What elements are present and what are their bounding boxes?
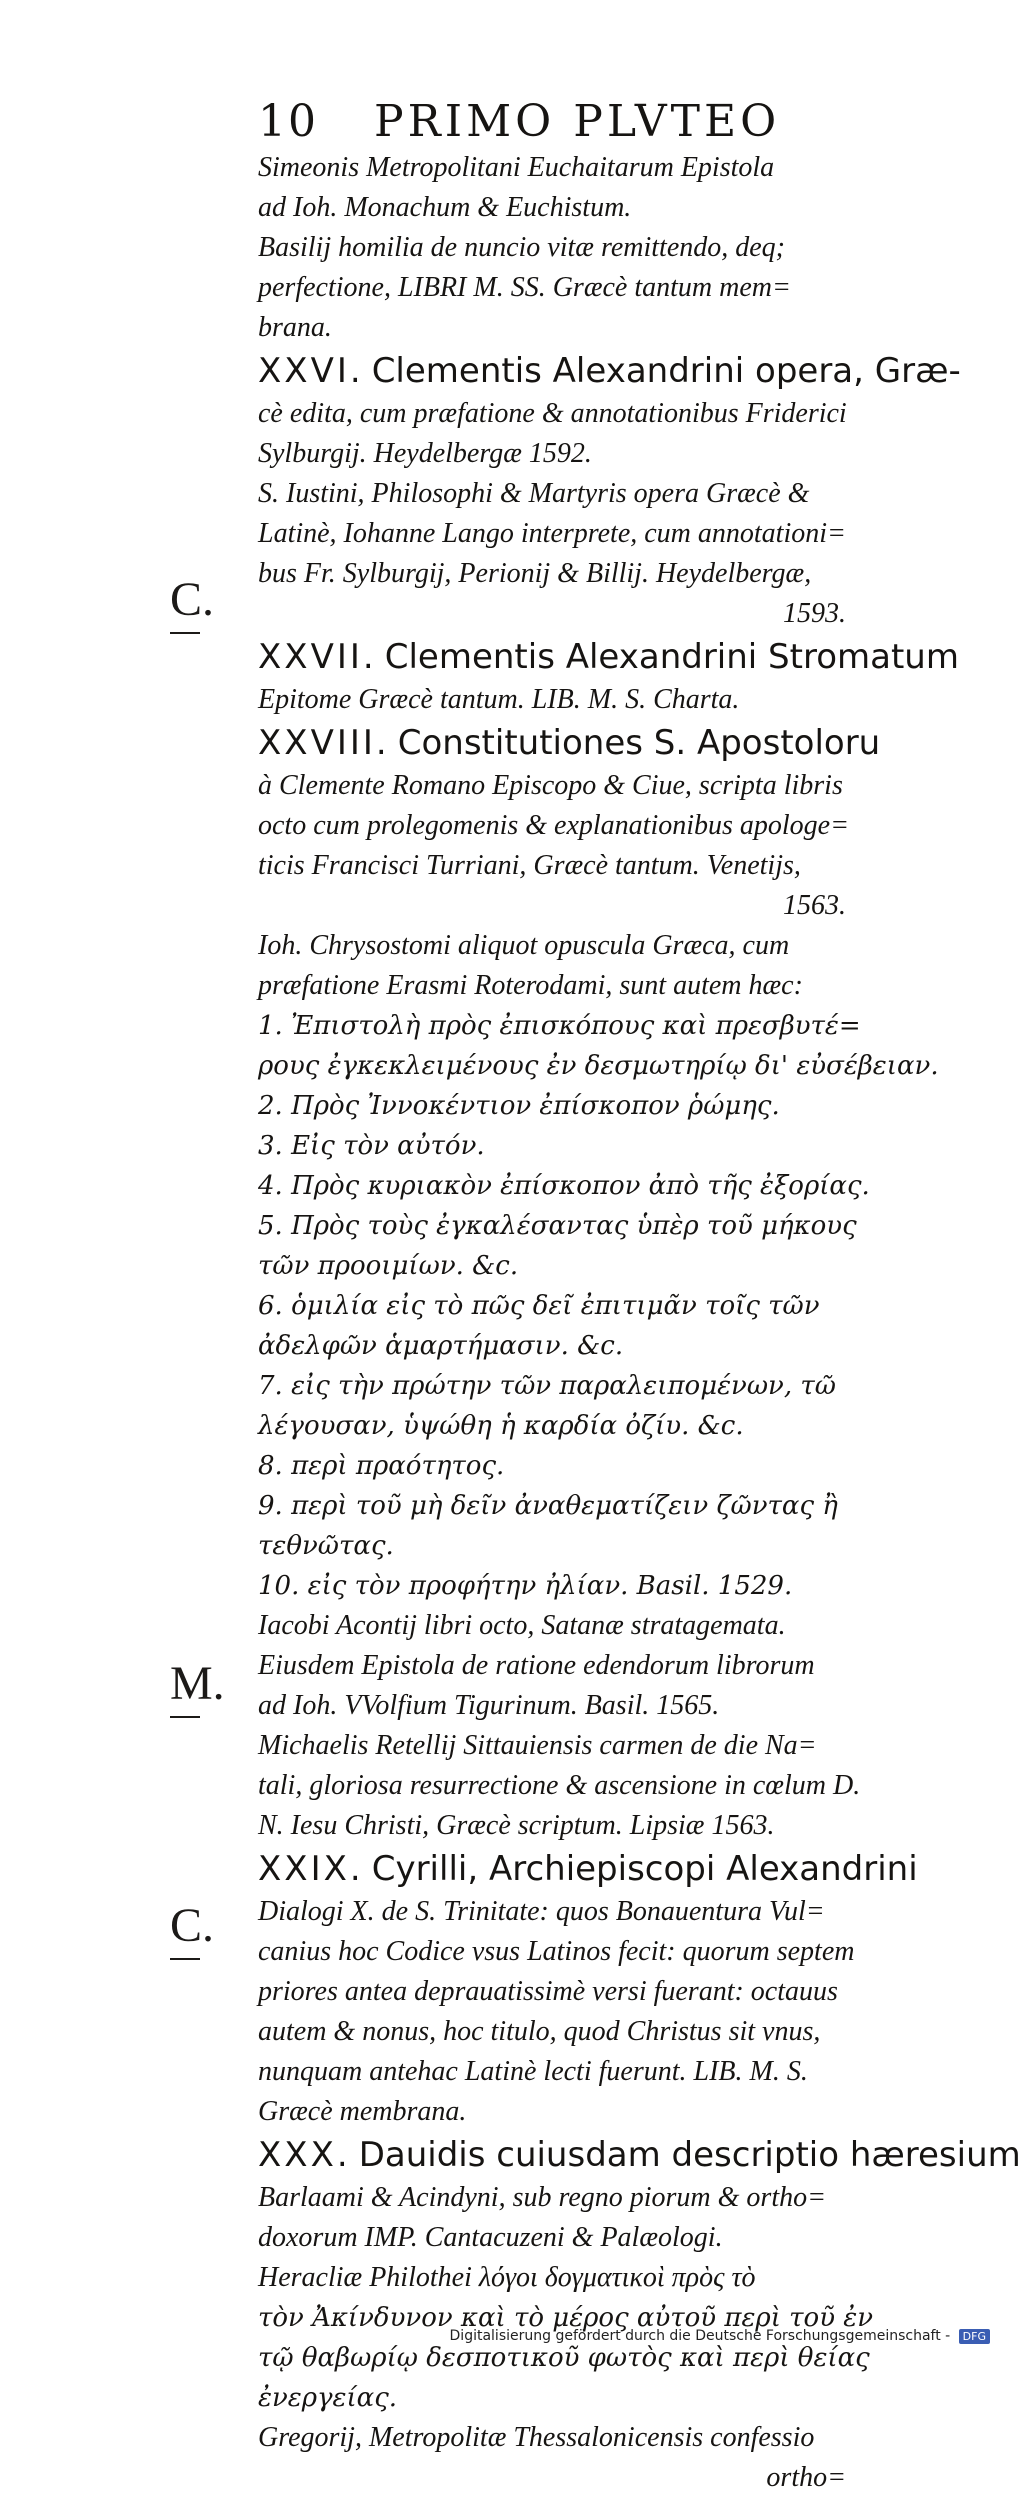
text-line: Iacobi Acontij libri octo, Satanæ stratagemata. — [258, 1610, 786, 1641]
text-line: ortho= — [766, 2462, 846, 2493]
margin-note-c-1: C. — [170, 576, 214, 634]
text-line: 1563. — [783, 890, 846, 921]
greek-text-line: τῷ θαβωρίῳ δεσποτικοῦ φωτὸς καὶ περὶ θείας — [258, 2343, 870, 2373]
entry-heading — [258, 634, 959, 680]
greek-text-line: 9. περὶ τοῦ μὴ δεῖν ἀναθεματίζειν ζῶντας ἢ — [258, 1491, 838, 1521]
greek-text-line: 10. εἰς τὸν προφήτην ἠλίαν. Basil. 1529. — [258, 1571, 793, 1601]
text-line: brana. — [258, 312, 332, 343]
text-line: Latinè, Iohanne Lango interprete, cum annotationi= — [258, 518, 846, 549]
text-line: autem & nonus, hoc titulo, quod Christus sit vnus, — [258, 2016, 821, 2047]
entry-heading — [258, 348, 961, 394]
text-line: Simeonis Metropolitani Euchaitarum Epistola — [258, 152, 775, 183]
entry-number: XXVI. — [258, 351, 364, 391]
greek-text-line: τῶν προοιμίων. &c. — [258, 1251, 519, 1281]
text-line: Barlaami & Acindyni, sub regno piorum & ortho= — [258, 2182, 826, 2213]
entry-title: Constitutiones S. Apostoloru — [397, 723, 881, 763]
dfg-logo: DFG — [959, 2329, 990, 2344]
margin-note-m: M. — [170, 1660, 225, 1718]
greek-text-line: ἀδελφῶν ἁμαρτήμασιν. &c. — [258, 1331, 624, 1361]
text-line: Sylburgij. Heydelbergæ 1592. — [258, 438, 592, 469]
text-line: Michaelis Retellij Sittauiensis carmen de die Na= — [258, 1730, 817, 1761]
entry-title: Cyrilli, Archiepiscopi Alexandrini — [371, 1849, 918, 1889]
entry-title: Dauidis cuiusdam descriptio hæresium — [358, 2135, 1021, 2175]
text-line: Ioh. Chrysostomi aliquot opuscula Græca, cum — [258, 930, 790, 961]
entry-heading — [258, 720, 881, 766]
text-line: perfectione, LIBRI M. SS. Græcè tantum mem= — [258, 272, 791, 303]
text-line: tali, gloriosa resurrectione & ascensione in cœlum D. — [258, 1770, 861, 1801]
greek-text-line: 7. εἰς τὴν πρώτην τῶν παραλειπομένων, τῶ — [258, 1371, 836, 1401]
text-line: nunquam antehac Latinè lecti fuerunt. LIB. M. S. — [258, 2056, 808, 2087]
text-line: ad Ioh. VVolfium Tigurinum. Basil. 1565. — [258, 1690, 720, 1721]
entry-heading — [258, 1846, 918, 1892]
page-number: 10 — [258, 96, 318, 147]
text-line: ad Ioh. Monachum & Euchistum. — [258, 192, 632, 223]
text-line: doxorum IMP. Cantacuzeni & Palæologi. — [258, 2222, 723, 2253]
text-line: priores antea deprauatissimè versi fuerant: octauus — [258, 1976, 838, 2007]
text-line: Heracliæ Philothei λόγοι δογματικοὶ πρὸς τὸ — [258, 2262, 756, 2293]
entry-title: Clementis Alexandrini Stromatum — [384, 637, 959, 677]
greek-text-line: ἐνεργείας. — [258, 2383, 398, 2413]
margin-dash — [170, 1958, 200, 1960]
text-line: Epitome Græcè tantum. LIB. M. S. Charta. — [258, 684, 740, 715]
margin-dash — [170, 1716, 200, 1718]
page-header — [258, 96, 858, 147]
greek-text-line: 6. ὁμιλία εἰς τὸ πῶς δεῖ ἐπιτιμᾶν τοῖς τῶν — [258, 1291, 820, 1321]
margin-note-c-2: C. — [170, 1902, 214, 1960]
greek-text-line: ρους ἐγκεκλειμένους ἐν δεσμωτηρίῳ δι' εὐσέβειαν. — [258, 1051, 939, 1081]
margin-dash — [170, 632, 200, 634]
greek-text-line: 2. Πρὸς Ἰννοκέντιον ἐπίσκοπον ῥώμης. — [258, 1091, 780, 1121]
greek-text-line: 3. Εἰς τὸν αὐτόν. — [258, 1131, 485, 1161]
text-line: Eiusdem Epistola de ratione edendorum librorum — [258, 1650, 815, 1681]
greek-text-line: τεθνῶτας. — [258, 1531, 394, 1561]
text-line: Dialogi X. de S. Trinitate: quos Bonauentura Vul= — [258, 1896, 825, 1927]
text-line: ticis Francisci Turriani, Græcè tantum. Venetijs, — [258, 850, 801, 881]
entry-number: XXVIII. — [258, 723, 390, 763]
greek-text-line: 1. Ἐπιστολὴ πρὸς ἐπισκόπους καὶ πρεσβυτέ= — [258, 1011, 861, 1041]
running-title: PRIMO PLVTEO — [374, 96, 781, 147]
entry-title: Clementis Alexandrini opera, Græ- — [371, 351, 961, 391]
text-line: Græcè membrana. — [258, 2096, 467, 2127]
text-line: Gregorij, Metropolitæ Thessalonicensis confessio — [258, 2422, 815, 2453]
digitization-footer — [450, 2328, 990, 2344]
text-line: octo cum prolegomenis & explanationibus apologe= — [258, 810, 849, 841]
greek-text-line: 4. Πρὸς κυριακὸν ἐπίσκοπον ἀπὸ τῆς ἐξορίας. — [258, 1171, 870, 1201]
text-line: cè edita, cum præfatione & annotationibus Friderici — [258, 398, 847, 429]
text-line: 1593. — [783, 598, 846, 629]
footer-text: Digitalisierung gefördert durch die Deutsche Forschungsgemeinschaft - — [449, 2328, 951, 2344]
text-line: bus Fr. Sylburgij, Perionij & Billij. Heydelbergæ, — [258, 558, 812, 589]
text-line: Basilij homilia de nuncio vitæ remittendo, deq; — [258, 232, 785, 263]
entry-number: XXIX. — [258, 1849, 364, 1889]
greek-text-line: 8. περὶ πραότητος. — [258, 1451, 505, 1481]
text-line: præfatione Erasmi Roterodami, sunt autem hæc: — [258, 970, 803, 1001]
entry-number: XXVII. — [258, 637, 377, 677]
text-line: canius hoc Codice vsus Latinos fecit: quorum septem — [258, 1936, 855, 1967]
greek-text-line: 5. Πρὸς τοὺς ἐγκαλέσαντας ὑπὲρ τοῦ μήκους — [258, 1211, 857, 1241]
greek-text-line: λέγουσαν, ὑψώθη ἡ καρδία ὀζίυ. &c. — [258, 1411, 744, 1441]
text-line: à Clemente Romano Episcopo & Ciue, scripta libris — [258, 770, 843, 801]
text-line: N. Iesu Christi, Græcè scriptum. Lipsiæ 1563. — [258, 1810, 775, 1841]
text-line: S. Iustini, Philosophi & Martyris opera Græcè & — [258, 478, 810, 509]
greek-text-line: τὸν Ἀκίνδυνον καὶ τὸ μέρος αὐτοῦ περὶ τοῦ ἐν — [258, 2303, 874, 2333]
entry-heading — [258, 2132, 1021, 2178]
entry-number: XXX. — [258, 2135, 351, 2175]
